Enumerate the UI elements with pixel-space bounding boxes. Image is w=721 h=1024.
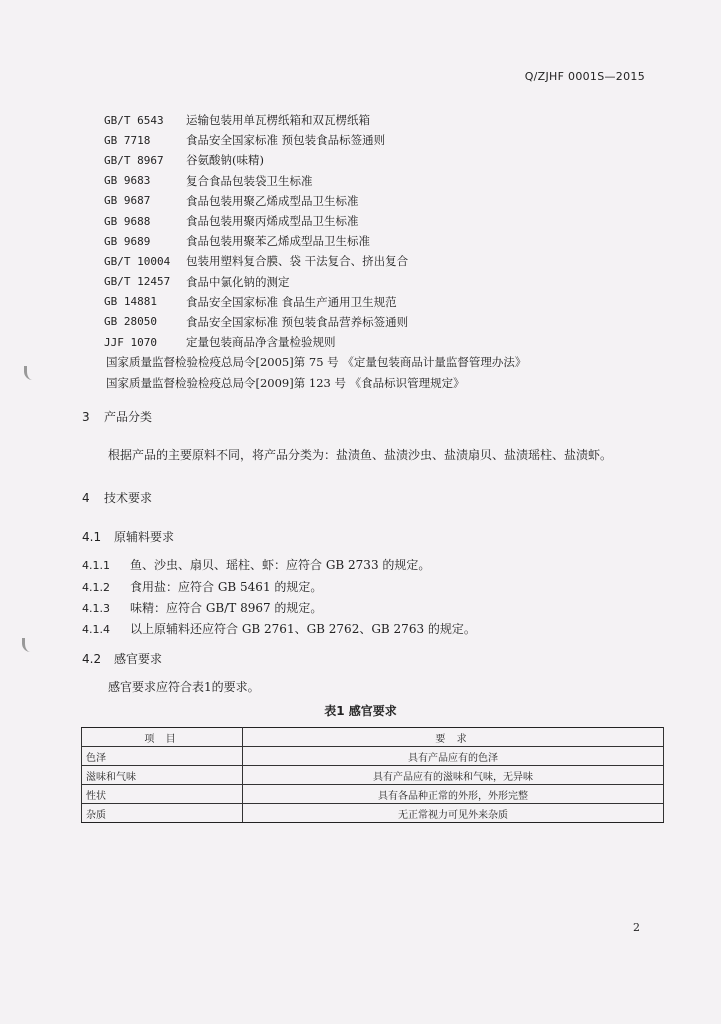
reference-item bbox=[104, 332, 664, 352]
page-number: 2 bbox=[633, 921, 640, 934]
reference-item bbox=[104, 231, 664, 251]
section-3-paragraph: 根据产品的主要原料不同，将产品分类为：盐渍鱼、盐渍沙虫、盐渍扇贝、盐渍瑶柱、盐渍虾。 bbox=[108, 448, 613, 462]
reference-item bbox=[104, 292, 664, 312]
reference-code: GB 28050 bbox=[104, 315, 157, 329]
reference-item bbox=[104, 312, 664, 332]
section-title: 感官要求 bbox=[114, 652, 163, 666]
reference-code: JJF 1070 bbox=[104, 335, 157, 349]
table-row bbox=[82, 804, 664, 823]
clause-text: 食用盐：应符合 GB 5461 的规定。 bbox=[130, 580, 323, 594]
reference-code: GB 9683 bbox=[104, 174, 151, 188]
reference-title: 谷氨酸钠(味精) bbox=[186, 153, 264, 168]
reference-code: GB 9689 bbox=[104, 234, 151, 248]
clause-number: 4.1.4 bbox=[82, 623, 110, 636]
section-title: 产品分类 bbox=[104, 410, 153, 424]
section-4-heading bbox=[82, 489, 152, 506]
table-cell: 色泽 bbox=[82, 747, 243, 766]
table-cell: 无正常视力可见外来杂质 bbox=[243, 804, 664, 823]
table-header-row bbox=[82, 728, 664, 747]
reference-code: GB/T 8967 bbox=[104, 153, 164, 167]
clause-item bbox=[82, 578, 322, 595]
clause-text: 鱼、沙虫、扇贝、瑶柱、虾：应符合 GB 2733 的规定。 bbox=[130, 558, 431, 572]
section-number: 4.2 bbox=[82, 652, 102, 666]
reference-title: 食品包装用聚苯乙烯成型品卫生标准 bbox=[186, 234, 370, 249]
reference-code: GB/T 12457 bbox=[104, 275, 171, 289]
reference-item bbox=[104, 211, 664, 231]
reference-code: GB 9688 bbox=[104, 214, 151, 228]
section-number: 4 bbox=[82, 491, 90, 505]
section-title: 原辅料要求 bbox=[114, 530, 175, 544]
reference-item bbox=[104, 272, 664, 292]
reference-title: 食品安全国家标准 预包装食品营养标签通则 bbox=[186, 314, 409, 329]
punch-hole-mark bbox=[24, 366, 41, 380]
reference-item bbox=[104, 171, 664, 191]
section-number: 3 bbox=[82, 410, 90, 424]
clause-number: 4.1.1 bbox=[82, 559, 110, 572]
clause-item bbox=[82, 620, 476, 637]
section-number: 4.1 bbox=[82, 530, 102, 544]
sensory-requirements-table bbox=[81, 727, 664, 823]
reference-title: 定量包装商品净含量检验规则 bbox=[186, 335, 336, 350]
section-4-2-heading bbox=[82, 650, 162, 667]
reference-title: 复合食品包装袋卫生标准 bbox=[186, 173, 313, 188]
table-cell: 具有各品种正常的外形，外形完整 bbox=[243, 785, 664, 804]
reference-code: GB 7718 bbox=[104, 133, 151, 147]
table-row bbox=[82, 766, 664, 785]
clause-number: 4.1.3 bbox=[82, 602, 110, 615]
punch-hole-mark bbox=[22, 638, 39, 652]
table-header-cell: 要 求 bbox=[243, 728, 664, 747]
section-4-1-heading bbox=[82, 528, 174, 545]
reference-title: 食品包装用聚丙烯成型品卫生标准 bbox=[186, 214, 359, 229]
table-cell: 具有产品应有的滋味和气味，无异味 bbox=[243, 766, 664, 785]
reference-item bbox=[104, 110, 664, 130]
reference-item bbox=[104, 150, 664, 170]
section-4-2-paragraph: 感官要求应符合表1的要求。 bbox=[108, 680, 260, 694]
document-code: Q/ZJHF 0001S—2015 bbox=[524, 70, 645, 83]
table-cell: 滋味和气味 bbox=[82, 766, 243, 785]
reference-item bbox=[104, 130, 664, 150]
clause-text: 味精：应符合 GB/T 8967 的规定。 bbox=[130, 601, 323, 615]
reference-title: 运输包装用单瓦楞纸箱和双瓦楞纸箱 bbox=[186, 113, 370, 128]
reference-code: GB 9687 bbox=[104, 194, 151, 208]
table-header-cell: 项 目 bbox=[82, 728, 243, 747]
table-cell: 性状 bbox=[82, 785, 243, 804]
regulation-item: 国家质量监督检验检疫总局令[2009]第 123 号 《食品标识管理规定》 bbox=[106, 375, 465, 390]
clause-number: 4.1.2 bbox=[82, 581, 110, 594]
reference-code: GB/T 10004 bbox=[104, 254, 171, 268]
table-cell: 杂质 bbox=[82, 804, 243, 823]
reference-list bbox=[104, 110, 664, 393]
reference-code: GB 14881 bbox=[104, 295, 157, 309]
table-caption: 表1 感官要求 bbox=[324, 704, 397, 718]
reference-title: 食品包装用聚乙烯成型品卫生标准 bbox=[186, 193, 359, 208]
table-row bbox=[82, 747, 664, 766]
table-row bbox=[82, 785, 664, 804]
reference-code: GB/T 6543 bbox=[104, 113, 164, 127]
clause-item bbox=[82, 556, 430, 573]
clause-text: 以上原辅料还应符合 GB 2761、GB 2762、GB 2763 的规定。 bbox=[130, 622, 476, 636]
reference-item bbox=[104, 251, 664, 271]
clause-item bbox=[82, 599, 322, 616]
section-3-heading bbox=[82, 408, 152, 425]
reference-title: 食品安全国家标准 预包装食品标签通则 bbox=[186, 133, 386, 148]
section-title: 技术要求 bbox=[104, 491, 153, 505]
regulation-item: 国家质量监督检验检疫总局令[2005]第 75 号 《定量包装商品计量监督管理办法》 bbox=[106, 355, 527, 370]
reference-title: 食品中氯化钠的测定 bbox=[186, 274, 290, 289]
reference-title: 食品安全国家标准 食品生产通用卫生规范 bbox=[186, 294, 397, 309]
reference-item bbox=[104, 191, 664, 211]
table-cell: 具有产品应有的色泽 bbox=[243, 747, 664, 766]
reference-title: 包装用塑料复合膜、袋 干法复合、挤出复合 bbox=[186, 254, 409, 269]
